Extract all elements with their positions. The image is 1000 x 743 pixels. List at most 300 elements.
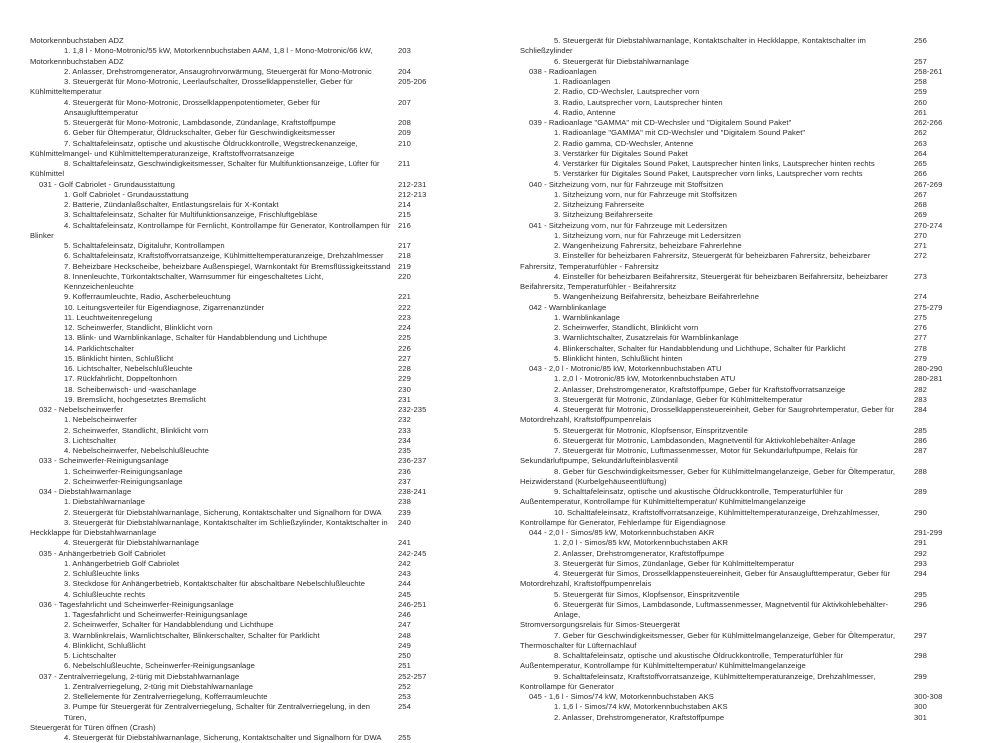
toc-entry-title: 3. Steuergerät für Motronic, Zündanlage, Geber für Kühlmitteltemperatur (554, 394, 803, 404)
toc-entry-row[interactable] (520, 436, 960, 446)
toc-entry-row[interactable] (520, 631, 960, 641)
toc-entry-page-number: 289 (914, 487, 927, 496)
toc-entry-row[interactable] (30, 682, 444, 692)
toc-entry-page-number: 291 (914, 538, 927, 548)
toc-entry-title: 5. Blinklicht hinten, Schlußlicht hinten (554, 353, 683, 363)
toc-entry-page-number: 276 (914, 323, 927, 332)
toc-entry-title: Beifahrersitz, Temperaturfühler - Beifahrersitz (520, 282, 677, 291)
toc-entry-title: 6. Nebelschlußleuchte, Scheinwerfer-Reinigungsanlage (64, 661, 255, 671)
toc-entry-page-number: 227 (398, 353, 411, 363)
toc-entry-page-number: 261 (914, 107, 927, 117)
toc-entry-row[interactable] (30, 364, 444, 374)
toc-entry-page-number: 243 (398, 569, 411, 578)
toc-entry-page-number: 240 (398, 517, 411, 527)
toc-entry-row[interactable] (30, 426, 444, 436)
toc-entry-title: 035 - Anhängerbetrieb Golf Cabriolet (39, 548, 166, 558)
toc-entry-page-number: 237 (398, 476, 411, 486)
toc-entry-title: 7. Beheizbare Heckscheibe, beheizbare Außenspiegel, Warnkontakt für Bremsflüssigkeitsstand (64, 261, 391, 271)
toc-entry-page-number: 203 (398, 46, 411, 56)
toc-entry-row[interactable] (520, 385, 960, 395)
toc-entry-title: 9. Kofferraumleuchte, Radio, Ascherbeleuchtung (64, 292, 231, 302)
toc-entry-row[interactable] (30, 262, 444, 272)
toc-entry-title: 2. Radio gamma, CD-Wechsler, Antenne (554, 138, 694, 148)
toc-entry-title: 2. Anlasser, Drehstromgenerator, Kraftstoffpumpe, Geber für Kraftstoffvorratsanzeige (554, 384, 846, 394)
toc-entry-title: 18. Scheibenwisch- und -waschanlage (64, 384, 197, 394)
toc-entry-row[interactable] (520, 682, 960, 692)
toc-entry-page-number: 254 (398, 702, 411, 712)
toc-entry-row[interactable] (520, 672, 960, 682)
toc-entry-page-number: 274 (914, 292, 927, 302)
toc-section-row[interactable] (30, 456, 444, 466)
toc-entry-title: 2. Batterie, Zündanlaßschalter, Entlastungsrelais für X-Kontakt (64, 200, 279, 209)
toc-entry-row[interactable] (30, 641, 444, 651)
left-column (0, 36, 500, 743)
toc-section-row[interactable] (520, 180, 960, 190)
toc-section-row[interactable] (30, 180, 444, 190)
toc-entry-title: 5. Steuergerät für Simos, Klopfsensor, Einspritzventile (554, 589, 740, 599)
toc-entry-page-number: 280-281 (914, 374, 943, 384)
toc-entry-row[interactable] (30, 344, 444, 354)
toc-entry-page-number: 208 (398, 118, 411, 127)
toc-section-row[interactable] (520, 303, 960, 313)
toc-entry-page-number: 271 (914, 241, 927, 250)
toc-entry-title: 1. Sitzheizung vorn, nur für Fahrzeuge mit Stoffsitzen (554, 189, 737, 199)
toc-entry-page-number: 291-299 (914, 528, 943, 537)
toc-entry-row[interactable] (520, 487, 960, 497)
toc-entry-title: 4. Steuergerät für Diebstahlwarnanlage, Sicherung, Kontaktschalter und Signalhorn für DWA (64, 733, 382, 742)
toc-entry-title: Kontrollampe für Generator, Fehlerlampe für Eigendiagnose (520, 517, 726, 527)
toc-entry-row[interactable] (520, 446, 960, 456)
toc-entry-page-number: 286 (914, 435, 927, 445)
toc-entry-row[interactable] (30, 251, 444, 261)
toc-entry-title: Kühlmittelmangel- und Kühlmitteltemperaturanzeige, Kraftstoffvorratsanzeige (30, 148, 295, 158)
toc-entry-row[interactable] (520, 702, 960, 712)
toc-entry-row[interactable] (520, 569, 960, 579)
toc-entry-title: 2. Steuergerät für Diebstahlwarnanlage, Sicherung, Kontaktschalter und Signalhorn für DWA (64, 507, 382, 517)
toc-entry-title: 1. Scheinwerfer-Reinigungsanlage (64, 466, 183, 476)
toc-entry-page-number: 242 (398, 558, 411, 568)
toc-entry-row[interactable] (30, 477, 444, 487)
toc-entry-page-number: 280-290 (914, 364, 943, 373)
toc-entry-row[interactable] (30, 67, 444, 77)
toc-entry-title: Fahrersitz, Temperaturfühler - Fahrersitz (520, 261, 659, 271)
toc-entry-row[interactable] (30, 139, 444, 149)
toc-entry-row[interactable] (520, 159, 960, 169)
toc-entry-title: 3. Steuergerät für Simos, Zündanlage, Geber für Kühlmitteltemperatur (554, 558, 795, 568)
toc-section-row[interactable] (520, 221, 960, 231)
toc-entry-row[interactable] (30, 272, 444, 293)
toc-entry-page-number: 259 (914, 87, 927, 97)
toc-entry-page-number: 272 (914, 251, 927, 261)
toc-entry-title: 1. Radioanlagen (554, 77, 611, 86)
toc-entry-title: 1. Anhängerbetrieb Golf Cabriolet (64, 558, 180, 568)
toc-entry-page-number: 210 (398, 138, 411, 148)
toc-entry-row[interactable] (520, 313, 960, 323)
toc-entry-row[interactable] (520, 272, 960, 282)
toc-entry-row[interactable] (520, 549, 960, 559)
toc-entry-page-number: 275-279 (914, 302, 943, 312)
toc-entry-row[interactable] (30, 661, 444, 671)
toc-entry-page-number: 266 (914, 169, 927, 179)
toc-entry-title: 6. Steuergerät für Simos, Lambdasonde, Luftmassenmesser, Magnetventil für Aktivkohlebehälter-Anlage, (554, 599, 889, 619)
toc-entry-title: 2. Sitzheizung Fahrerseite (554, 200, 645, 209)
toc-section-row[interactable] (30, 600, 444, 610)
toc-entry-page-number: 238-241 (398, 487, 427, 496)
toc-section-row[interactable] (30, 405, 444, 415)
toc-entry-row[interactable] (30, 77, 444, 87)
toc-entry-row[interactable] (520, 262, 960, 272)
toc-entry-row[interactable] (520, 508, 960, 518)
toc-entry-title: Kühlmitteltemperatur (30, 87, 102, 97)
toc-entry-title: 2. Schlußleuchte links (64, 569, 140, 578)
toc-entry-title: 3. Verstärker für Digitales Sound Paket (554, 148, 688, 158)
toc-entry-page-number: 292 (914, 548, 927, 558)
toc-entry-page-number: 233 (398, 425, 411, 435)
toc-entry-row[interactable] (520, 210, 960, 220)
toc-entry-title: 043 - 2,0 l - Motronic/85 kW, Motorkennbuchstaben ATU (529, 364, 722, 373)
toc-entry-title: 14. Parklichtschalter (64, 343, 134, 353)
toc-entry-title: 3. Steuergerät für Mono-Motronic, Leerlaufschalter, Drosselklappensteller, Geber für (64, 77, 353, 86)
toc-entry-row[interactable] (30, 292, 444, 302)
toc-entry-page-number: 232 (398, 415, 411, 425)
toc-entry-row[interactable] (30, 303, 444, 313)
toc-entry-row[interactable] (30, 590, 444, 600)
toc-entry-page-number: 212-231 (398, 179, 427, 189)
toc-entry-row[interactable] (30, 733, 444, 743)
toc-entry-row[interactable] (520, 374, 960, 384)
toc-entry-title: 1. 2,0 l - Motronic/85 kW, Motorkennbuchstaben ATU (554, 374, 736, 384)
toc-entry-row[interactable] (520, 139, 960, 149)
toc-entry-row[interactable] (30, 36, 444, 46)
toc-entry-row[interactable] (30, 559, 444, 569)
toc-entry-title: 038 - Radioanlagen (529, 66, 597, 76)
toc-entry-page-number: 283 (914, 394, 927, 404)
toc-entry-title: Steuergerät für Türen öffnen (Crash) (30, 722, 156, 732)
toc-entry-row[interactable] (520, 426, 960, 436)
toc-entry-row[interactable] (30, 169, 444, 179)
toc-entry-title: 044 - 2,0 l - Simos/85 kW, Motorkennbuchstaben AKR (529, 528, 715, 537)
toc-entry-page-number: 221 (398, 292, 411, 302)
toc-entry-row[interactable] (30, 569, 444, 579)
toc-entry-page-number: 297 (914, 630, 927, 640)
toc-entry-page-number: 234 (398, 435, 411, 445)
toc-entry-title: 4. Nebelscheinwerfer, Nebelschlußleuchte (64, 446, 209, 455)
toc-entry-row[interactable] (520, 98, 960, 108)
toc-entry-row[interactable] (520, 395, 960, 405)
toc-entry-page-number: 257 (914, 56, 927, 66)
toc-entry-page-number: 229 (398, 374, 411, 384)
toc-entry-page-number: 252-257 (398, 671, 427, 681)
toc-entry-row[interactable] (30, 415, 444, 425)
toc-entry-title: 3. Einsteller für beheizbaren Fahrersitz, Steuergerät für beheizbaren Fahrersitz, beheizbarer (554, 251, 871, 261)
toc-entry-page-number: 219 (398, 261, 411, 271)
toc-entry-row[interactable] (520, 518, 960, 528)
toc-entry-page-number: 300-308 (914, 692, 943, 701)
toc-entry-row[interactable] (30, 200, 444, 210)
toc-entry-page-number: 260 (914, 97, 927, 107)
toc-entry-title: 8. Geber für Geschwindigkeitsmesser, Geber für Kühlmittelmangelanzeige, Geber für Öltemperatur, (554, 466, 896, 476)
toc-entry-row[interactable] (30, 323, 444, 333)
toc-entry-row[interactable] (520, 251, 960, 261)
toc-entry-row[interactable] (30, 651, 444, 661)
toc-entry-title: 15. Blinklicht hinten, Schlußlicht (64, 353, 174, 363)
toc-entry-page-number: 238 (398, 497, 411, 507)
toc-entry-title: Motordrehzahl, Kraftstoffpumpenrelais (520, 579, 652, 589)
toc-entry-row[interactable] (520, 497, 960, 507)
toc-entry-page-number: 250 (398, 651, 411, 660)
toc-entry-row[interactable] (520, 590, 960, 600)
toc-entry-page-number: 246-251 (398, 599, 427, 609)
toc-entry-row[interactable] (520, 559, 960, 569)
toc-entry-row[interactable] (30, 374, 444, 384)
toc-entry-row[interactable] (30, 610, 444, 620)
toc-entry-row[interactable] (30, 221, 444, 231)
toc-entry-row[interactable] (30, 241, 444, 251)
toc-entry-title: Heckklappe für Diebstahlwarnanlage (30, 528, 157, 537)
toc-entry-title: 6. Steuergerät für Motronic, Lambdasonden, Magnetventil für Aktivkohlebehälter-Anlage (554, 435, 856, 445)
toc-entry-title: 1. Nebelscheinwerfer (64, 415, 137, 425)
toc-entry-title: 17. Rückfahrlicht, Doppeltonhorn (64, 374, 178, 384)
toc-entry-page-number: 215 (398, 210, 411, 220)
toc-entry-page-number: 223 (398, 312, 411, 322)
toc-entry-title: 9. Schalttafeleinsatz, optische und akustische Öldruckkontrolle, Temperaturfühler für (554, 487, 844, 496)
toc-entry-row[interactable] (30, 231, 444, 241)
toc-entry-row[interactable] (520, 713, 960, 723)
toc-entry-row[interactable] (30, 692, 444, 702)
toc-entry-title: 042 - Warnblinkanlage (529, 302, 607, 312)
toc-entry-title: 5. Steuergerät für Diebstahlwarnanlage, Kontaktschalter in Heckklappe, Kontaktschalter im (554, 36, 866, 45)
toc-entry-row[interactable] (520, 620, 960, 630)
toc-entry-title: 2. Stellelemente für Zentralverriegelung, Kofferraumleuchte (64, 692, 268, 701)
toc-entry-row[interactable] (520, 108, 960, 118)
toc-entry-row[interactable] (520, 477, 960, 487)
toc-entry-row[interactable] (30, 436, 444, 446)
toc-entry-row[interactable] (30, 620, 444, 630)
toc-entry-row[interactable] (520, 333, 960, 343)
toc-entry-title: 1. Sitzheizung vorn, nur für Fahrzeuge mit Ledersitzen (554, 230, 741, 240)
toc-entry-title: 7. Schalttafeleinsatz, optische und akustische Öldruckkontrolle, Wegstreckenanzeige, (64, 138, 358, 148)
toc-entry-row[interactable] (520, 57, 960, 67)
toc-entry-row[interactable] (520, 415, 960, 425)
toc-entry-title: 3. Warnblinkrelais, Warnlichtschalter, Blinkerschalter, Schalter für Parklicht (64, 630, 320, 640)
toc-entry-title: 3. Steuergerät für Diebstahlwarnanlage, Kontaktschalter im Schließzylinder, Kontaktschalter in (64, 517, 388, 527)
toc-entry-row[interactable] (30, 190, 444, 200)
toc-entry-row[interactable] (30, 631, 444, 641)
toc-entry-title: 2. Scheinwerfer-Reinigungsanlage (64, 476, 183, 486)
toc-entry-row[interactable] (30, 210, 444, 220)
toc-entry-title: 045 - 1,6 l - Simos/74 kW, Motorkennbuchstaben AKS (529, 692, 714, 701)
toc-entry-row[interactable] (520, 641, 960, 651)
toc-entry-title: 8. Schalttafeleinsatz, Geschwindigkeitsmesser, Schalter für Multifunktionsanzeige, Lüfter für (64, 159, 380, 168)
toc-entry-row[interactable] (30, 538, 444, 548)
toc-entry-row[interactable] (30, 128, 444, 138)
toc-entry-row[interactable] (30, 46, 444, 56)
toc-entry-page-number: 226 (398, 343, 411, 353)
toc-entry-row[interactable] (520, 200, 960, 210)
toc-section-row[interactable] (520, 67, 960, 77)
toc-entry-page-number: 230 (398, 384, 411, 394)
toc-entry-page-number: 263 (914, 138, 927, 148)
toc-entry-row[interactable] (520, 77, 960, 87)
toc-entry-row[interactable] (30, 98, 444, 119)
toc-entry-row[interactable] (520, 354, 960, 364)
toc-entry-row[interactable] (30, 508, 444, 518)
toc-entry-page-number: 241 (398, 538, 411, 548)
toc-entry-row[interactable] (520, 190, 960, 200)
toc-entry-page-number: 264 (914, 148, 927, 158)
toc-entry-row[interactable] (30, 57, 444, 67)
toc-entry-row[interactable] (520, 282, 960, 292)
toc-entry-row[interactable] (30, 313, 444, 323)
toc-entry-row[interactable] (30, 159, 444, 169)
toc-entry-row[interactable] (30, 467, 444, 477)
toc-entry-row[interactable] (30, 87, 444, 97)
toc-entry-title: 5. Steuergerät für Motronic, Klopfsensor, Einspritzventile (554, 425, 748, 435)
toc-section-row[interactable] (520, 118, 960, 128)
toc-entry-page-number: 300 (914, 702, 927, 712)
toc-entry-row[interactable] (30, 579, 444, 589)
toc-entry-title: 032 - Nebelscheinwerfer (39, 405, 124, 414)
toc-entry-title: 033 - Scheinwerfer-Reinigungsanlage (39, 456, 169, 466)
toc-entry-title: 041 - Sitzheizung vorn, nur für Fahrzeuge mit Ledersitzen (529, 220, 728, 230)
toc-entry-title: 6. Geber für Öltemperatur, Öldruckschalter, Geber für Geschwindigkeitsmesser (64, 128, 336, 138)
toc-entry-row[interactable] (30, 149, 444, 159)
toc-entry-row[interactable] (520, 405, 960, 415)
toc-entry-title: 4. Radio, Antenne (554, 107, 616, 117)
toc-entry-row[interactable] (520, 456, 960, 466)
toc-entry-title: 3. Sitzheizung Beifahrerseite (554, 210, 653, 220)
toc-entry-title: 034 - Diebstahlwarnanlage (39, 487, 132, 496)
toc-entry-title: 12. Scheinwerfer, Standlicht, Blinklicht vorn (64, 323, 213, 332)
toc-entry-row[interactable] (30, 446, 444, 456)
toc-entry-page-number: 301 (914, 712, 927, 722)
toc-entry-title: 4. Blinkerschalter, Schalter für Handabblendung und Lichthupe, Schalter für Parklicht (554, 343, 846, 353)
toc-entry-title: 036 - Tagesfahrlicht und Scheinwerfer-Reinigungsanlage (39, 599, 234, 609)
toc-entry-title: 2. Anlasser, Drehstromgenerator, Ansaugrohrvorwärmung, Steuergerät für Mono-Motronic (64, 66, 372, 76)
toc-entry-row[interactable] (520, 36, 960, 46)
toc-entry-title: 3. Steckdose für Anhängerbetrieb, Kontaktschalter für abschaltbare Nebelschlußleuchte (64, 579, 366, 589)
toc-entry-row[interactable] (30, 723, 444, 733)
toc-entry-row[interactable] (30, 395, 444, 405)
toc-entry-row[interactable] (520, 467, 960, 477)
toc-entry-title: 19. Bremslicht, hochgesetztes Bremslicht (64, 394, 206, 404)
toc-entry-title: 2. Scheinwerfer, Standlicht, Blinklicht vorn (554, 323, 699, 332)
toc-entry-page-number: 252 (398, 681, 411, 691)
toc-section-row[interactable] (30, 549, 444, 559)
toc-entry-page-number: 246 (398, 610, 411, 619)
toc-entry-title: 3. Lichtschalter (64, 435, 117, 445)
toc-entry-title: 10. Schalttafeleinsatz, Kraftstoffvorratsanzeige, Kühlmitteltemperaturanzeige, Drehzahlmesser, (554, 507, 880, 517)
toc-entry-title: Blinker (30, 230, 54, 240)
toc-entry-page-number: 220 (398, 271, 411, 281)
toc-entry-page-number: 216 (398, 220, 411, 230)
toc-entry-page-number: 277 (914, 333, 927, 343)
toc-entry-page-number: 214 (398, 200, 411, 209)
toc-entry-title: 8. Innenleuchte, Türkontaktschalter, Warnsummer für eingeschaltetes Licht, Kennzeichenleuchte (64, 271, 324, 291)
toc-entry-row[interactable] (30, 702, 444, 723)
toc-entry-row[interactable] (520, 600, 960, 621)
toc-entry-page-number: 235 (398, 446, 411, 455)
toc-entry-page-number: 225 (398, 333, 411, 343)
toc-entry-row[interactable] (520, 46, 960, 56)
toc-entry-title: 1. 1,8 l - Mono-Motronic/55 kW, Motorkennbuchstaben AAM, 1,8 l - Mono-Motronic/66 kW, (64, 46, 373, 56)
toc-entry-page-number: 247 (398, 620, 411, 630)
toc-entry-title: 2. Anlasser, Drehstromgenerator, Kraftstoffpumpe (554, 712, 725, 722)
toc-entry-page-number: 204 (398, 66, 411, 76)
toc-entry-row[interactable] (520, 538, 960, 548)
toc-section-row[interactable] (30, 487, 444, 497)
toc-entry-page-number: 256 (914, 36, 927, 45)
toc-entry-page-number: 232-235 (398, 405, 427, 414)
toc-entry-row[interactable] (30, 528, 444, 538)
toc-entry-row[interactable] (520, 169, 960, 179)
toc-entry-row[interactable] (520, 128, 960, 138)
toc-entry-row[interactable] (520, 323, 960, 333)
toc-entry-page-number: 255 (398, 733, 411, 742)
toc-entry-row[interactable] (520, 87, 960, 97)
toc-entry-title: 1. Tagesfahrlicht und Scheinwerfer-Reinigungsanlage (64, 610, 248, 619)
toc-entry-page-number: 288 (914, 466, 927, 476)
toc-entry-page-number: 290 (914, 507, 927, 517)
toc-entry-title: 2. Anlasser, Drehstromgenerator, Kraftstoffpumpe (554, 548, 725, 558)
toc-entry-row[interactable] (30, 385, 444, 395)
toc-entry-row[interactable] (30, 497, 444, 507)
toc-entry-title: 5. Verstärker für Digitales Sound Paket, Lautsprecher vorn links, Lautsprecher vorn rechts (554, 169, 863, 179)
toc-entry-row[interactable] (30, 518, 444, 528)
toc-entry-row[interactable] (30, 118, 444, 128)
toc-entry-row[interactable] (520, 292, 960, 302)
toc-section-row[interactable] (30, 672, 444, 682)
toc-columns (0, 36, 1000, 743)
toc-entry-page-number: 242-245 (398, 548, 427, 558)
toc-entry-page-number: 267 (914, 189, 927, 199)
toc-section-row[interactable] (520, 364, 960, 374)
toc-section-row[interactable] (520, 692, 960, 702)
toc-entry-title: 039 - Radioanlage "GAMMA" mit CD-Wechsler und "Digitalem Sound Paket" (529, 118, 792, 127)
toc-entry-page-number: 293 (914, 558, 927, 568)
toc-entry-page-number: 258-261 (914, 66, 943, 76)
toc-entry-title: 6. Schalttafeleinsatz, Kraftstoffvorratsanzeige, Kühlmitteltemperaturanzeige, Drehzahlmesser (64, 251, 384, 261)
toc-entry-page-number: 245 (398, 589, 411, 599)
toc-entry-page-number: 207 (398, 97, 411, 107)
toc-entry-row[interactable] (520, 661, 960, 671)
toc-entry-title: 3. Radio, Lautsprecher vorn, Lautsprecher hinten (554, 97, 723, 107)
toc-entry-title: 031 - Golf Cabriolet - Grundausstattung (39, 179, 175, 189)
toc-entry-title: Thermoschalter für Lüfternachlauf (520, 640, 637, 650)
toc-entry-row[interactable] (520, 231, 960, 241)
toc-entry-title: 6. Steuergerät für Diebstahlwarnanlage (554, 56, 690, 66)
toc-entry-page-number: 262 (914, 128, 927, 138)
toc-entry-row[interactable] (520, 149, 960, 159)
toc-entry-row[interactable] (520, 651, 960, 661)
toc-entry-title: 5. Steuergerät für Mono-Motronic, Lambdasonde, Zündanlage, Kraftstoffpumpe (64, 118, 336, 127)
toc-entry-page-number: 218 (398, 251, 411, 261)
toc-entry-row[interactable] (520, 241, 960, 251)
toc-entry-title: Außentemperatur, Kontrollampe für Kühlmitteltemperatur/ Kühlmittelmangelanzeige (520, 497, 806, 507)
toc-entry-row[interactable] (520, 579, 960, 589)
toc-entry-row[interactable] (30, 333, 444, 343)
toc-section-row[interactable] (520, 528, 960, 538)
toc-entry-row[interactable] (520, 344, 960, 354)
toc-entry-page-number: 296 (914, 599, 927, 609)
toc-entry-title: 5. Lichtschalter (64, 651, 117, 660)
toc-entry-title: 1. Zentralverriegelung, 2-türig mit Diebstahlwarnanlage (64, 681, 254, 691)
toc-entry-page-number: 268 (914, 200, 927, 209)
toc-entry-row[interactable] (30, 354, 444, 364)
toc-entry-page-number: 278 (914, 343, 927, 353)
toc-entry-page-number: 295 (914, 589, 927, 599)
toc-entry-page-number: 224 (398, 323, 411, 332)
